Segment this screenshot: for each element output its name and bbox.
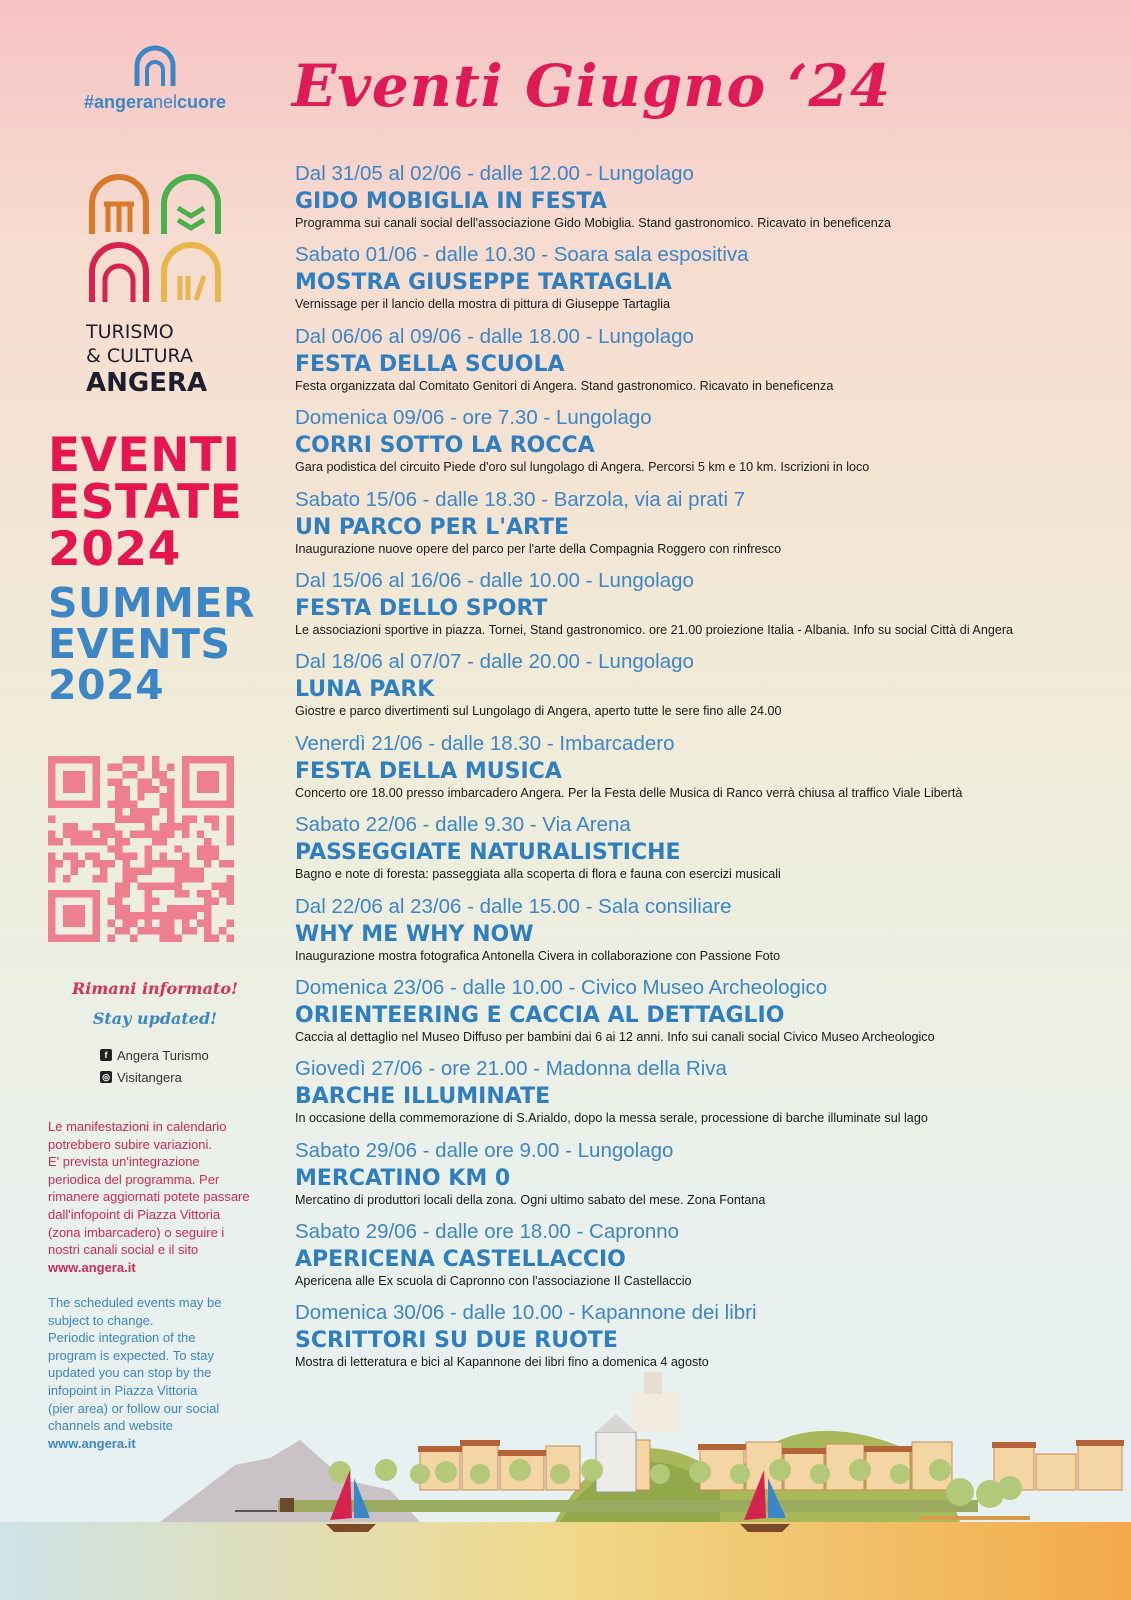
instagram-icon: ◎	[100, 1071, 112, 1083]
event-description: Inaugurazione nuove opere del parco per l'arte della Compagnia Roggero con rinfresco	[295, 541, 782, 556]
note-line: rimanere aggiornati potete passare	[48, 1189, 250, 1205]
event-item	[295, 325, 1125, 406]
event-when: Dal 31/05 al 02/06 - dalle 12.00 - Lungolago	[295, 162, 694, 185]
side-title-events: EVENTS	[48, 620, 231, 668]
event-description: Concerto ore 18.00 presso imbarcadero Angera. Per la Festa delle Musica di Ranco verrà chiusa al traffico Viale Libertà	[295, 785, 963, 800]
page-title: Eventi Giugno ‘24	[292, 52, 892, 120]
note-line: periodica del programma. Per	[48, 1171, 220, 1187]
event-description: Apericena alle Ex scuola di Capronno con l'associazione Il Castellaccio	[295, 1274, 692, 1289]
event-description: Mercatino di produttori locali della zona. Ogni ultimo sabato del mese. Zona Fontana	[295, 1192, 766, 1207]
side-title	[48, 428, 268, 709]
event-name: BARCHE ILLUMINATE	[295, 1084, 551, 1110]
event-description: Giostre e parco divertimenti sul Lungolago di Angera, aperto tutte le sere fino alle 24.00	[295, 704, 782, 719]
side-title-summer: SUMMER	[48, 579, 255, 627]
event-description: Mostra di letteratura e bici al Kapannone dei libri fino a domenica 4 agosto	[295, 1355, 709, 1370]
event-item	[295, 162, 1125, 243]
event-name: ORIENTEERING E CACCIA AL DETTAGLIO	[295, 1002, 785, 1028]
note-line: updated you can stop by the	[48, 1365, 212, 1381]
qr-code[interactable]	[48, 756, 234, 942]
side-title-eventi: EVENTI	[48, 428, 241, 483]
hashtag-text	[70, 92, 240, 113]
hashtag-logo	[70, 44, 240, 113]
side-title-year-en: 2024	[48, 661, 165, 709]
note-line: subject to change.	[48, 1312, 154, 1328]
event-name: APERICENA CASTELLACCIO	[295, 1247, 626, 1273]
turismo-cultura-logo	[86, 174, 226, 398]
event-item	[295, 1057, 1125, 1138]
social-links	[100, 1044, 209, 1088]
stay-updated-italian: Rimani informato!	[71, 979, 239, 998]
event-name: FESTA DELLO SPORT	[295, 595, 548, 621]
website-link[interactable]: www.angera.it	[48, 1435, 136, 1451]
event-description: Gara podistica del circuito Piede d'oro sul lungolago di Angera. Percorsi 5 km e 10 km. Iscrizioni in loco	[295, 460, 870, 475]
event-when: Sabato 29/06 - dalle ore 9.00 - Lungolago	[295, 1138, 674, 1162]
event-name: WHY ME WHY NOW	[295, 921, 534, 947]
event-when: Dal 18/06 al 07/07 - dalle 20.00 - Lungolago	[295, 650, 694, 674]
event-description: Vernissage per il lancio della mostra di pittura di Giuseppe Tartaglia	[295, 297, 670, 312]
event-description: Festa organizzata dal Comitato Genitori di Angera. Stand gastronomico. Ricavato in beneficenza	[295, 378, 834, 393]
event-name: PASSEGGIATE NATURALISTICHE	[295, 840, 681, 866]
event-item	[295, 406, 1125, 487]
event-when: Giovedì 27/06 - ore 21.00 - Madonna della Riva	[295, 1057, 727, 1081]
instagram-label: Visitangera	[117, 1069, 182, 1085]
event-name: CORRI SOTTO LA ROCCA	[295, 433, 595, 459]
event-item	[295, 732, 1125, 813]
town-landscape-illustration	[0, 1370, 1131, 1600]
temple-arch-icon	[86, 174, 152, 236]
event-description: Caccia al dettaglio nel Museo Diffuso per bambini dai 6 ai 12 anni. Info sui canali social Civico Museo Archeologico	[295, 1029, 935, 1044]
note-line: program is expected. To stay	[48, 1347, 214, 1363]
event-name: MERCATINO KM 0	[295, 1165, 511, 1191]
note-line: The scheduled events may be	[48, 1295, 222, 1310]
event-when: Dal 22/06 al 23/06 - dalle 15.00 - Sala consiliare	[295, 894, 732, 918]
event-when: Venerdì 21/06 - dalle 18.30 - Imbarcadero	[295, 731, 675, 755]
event-when: Domenica 09/06 - ore 7.30 - Lungolago	[295, 406, 652, 430]
event-description: Le associazioni sportive in piazza. Tornei, Stand gastronomico. ore 21.00 proiezione Italia - Albania. Info su social Città di Angera	[295, 622, 1014, 637]
event-item	[295, 243, 1125, 324]
note-line: potrebbero subire variazioni.	[48, 1136, 213, 1152]
waves-arch-icon	[158, 174, 224, 236]
side-title-estate: ESTATE	[48, 475, 243, 530]
instagram-link[interactable]	[100, 1066, 209, 1088]
event-name: UN PARCO PER L'ARTE	[295, 514, 570, 540]
event-item	[295, 1139, 1125, 1220]
event-name: GIDO MOBIGLIA IN FESTA	[295, 189, 607, 214]
double-arch-icon	[86, 242, 152, 304]
stay-updated-english: Stay updated!	[92, 1009, 218, 1028]
event-description: Programma sui canali social dell'associazione Gido Mobiglia. Stand gastronomico. Ricavato in beneficenza	[295, 216, 892, 230]
event-when: Sabato 29/06 - dalle ore 18.00 - Capronno	[295, 1220, 680, 1244]
event-description: In occasione della commemorazione di S.Arialdo, dopo la messa serale, processione di barche illuminate sul lago	[295, 1111, 928, 1126]
event-description: Inaugurazione mostra fotografica Antonella Civera in collaborazione con Passione Foto	[295, 948, 781, 963]
hashtag-middle: nel	[152, 92, 178, 112]
event-name: MOSTRA GIUSEPPE TARTAGLIA	[295, 270, 672, 296]
website-link[interactable]: www.angera.it	[48, 1259, 136, 1275]
hashtag-suffix: cuore	[177, 92, 227, 112]
logo-line-cultura: & CULTURA	[86, 345, 193, 367]
facebook-icon: f	[100, 1049, 112, 1061]
event-item	[295, 488, 1125, 569]
event-name: LUNA PARK	[295, 677, 435, 703]
event-description: Bagno e note di foresta: passeggiata alla scoperta di flora e fauna con esercizi musicali	[295, 867, 781, 882]
side-title-year-it: 2024	[48, 522, 181, 577]
event-item	[295, 569, 1125, 650]
note-line: infopoint in Piazza Vittoria	[48, 1382, 198, 1398]
events-list	[295, 162, 1125, 1383]
event-name: FESTA DELLA MUSICA	[295, 758, 562, 784]
event-item	[295, 1220, 1125, 1301]
logo-text	[86, 320, 226, 398]
note-italian	[48, 1118, 263, 1276]
event-item	[295, 813, 1125, 894]
event-when: Domenica 30/06 - dalle 10.00 - Kapannone dei libri	[295, 1301, 757, 1325]
note-line: dall'infopoint di Piazza Vittoria	[48, 1206, 221, 1222]
event-when: Sabato 01/06 - dalle 10.30 - Soara sala espositiva	[295, 243, 749, 267]
note-line: channels and website	[48, 1418, 174, 1434]
logo-line-turismo: TURISMO	[86, 321, 174, 343]
event-item	[295, 650, 1125, 731]
event-when: Dal 15/06 al 16/06 - dalle 10.00 - Lungolago	[295, 568, 694, 592]
event-when: Sabato 15/06 - dalle 18.30 - Barzola, via ai prati 7	[295, 487, 746, 511]
columns-arch-icon	[158, 242, 224, 304]
arch-icon	[131, 44, 179, 88]
facebook-label: Angera Turismo	[117, 1047, 209, 1063]
note-line: nostri canali social e il sito	[48, 1242, 199, 1258]
facebook-link[interactable]	[100, 1044, 209, 1066]
stay-updated	[60, 974, 250, 1034]
hashtag-prefix: #angera	[83, 92, 153, 112]
note-line: (pier area) or follow our social	[48, 1400, 220, 1416]
event-when: Sabato 22/06 - dalle 9.30 - Via Arena	[295, 813, 631, 837]
event-when: Dal 06/06 al 09/06 - dalle 18.00 - Lungolago	[295, 324, 694, 348]
note-line: E' prevista un'integrazione	[48, 1154, 200, 1170]
event-name: SCRITTORI SU DUE RUOTE	[295, 1328, 618, 1354]
note-line: Periodic integration of the	[48, 1330, 196, 1346]
event-name: FESTA DELLA SCUOLA	[295, 351, 565, 377]
event-item	[295, 895, 1125, 976]
note-line: Le manifestazioni in calendario	[48, 1119, 227, 1134]
event-item	[295, 976, 1125, 1057]
event-when: Domenica 23/06 - dalle 10.00 - Civico Museo Archeologico	[295, 975, 828, 999]
note-line: (zona imbarcadero) o seguire i	[48, 1224, 225, 1240]
logo-line-angera: ANGERA	[86, 368, 208, 398]
